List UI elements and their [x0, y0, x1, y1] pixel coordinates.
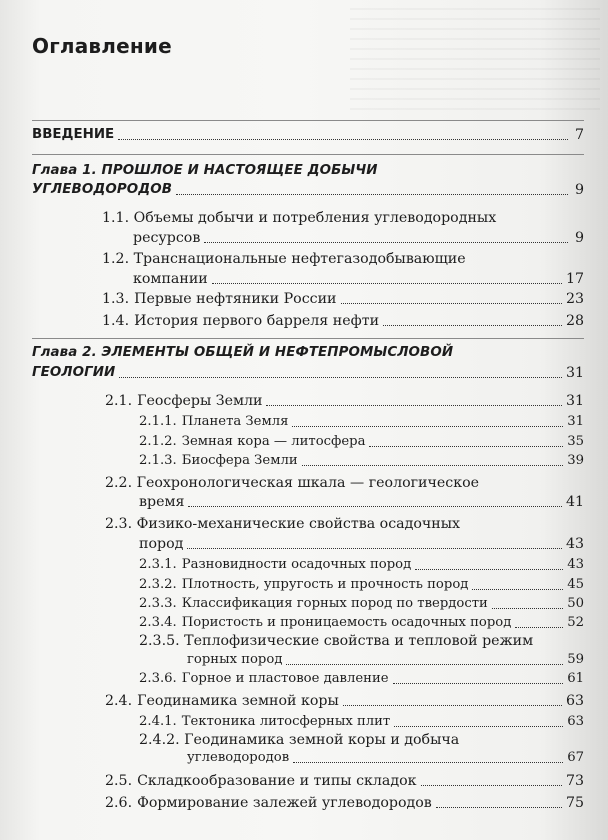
page-number: 31: [565, 393, 584, 409]
leader-dots: [204, 242, 568, 243]
page-number: 9: [574, 182, 584, 198]
leader-dots: [415, 569, 563, 570]
toc-entry-2-2-cont[interactable]: [139, 493, 584, 511]
page-number: 52: [567, 615, 584, 630]
toc-entry-2-1[interactable]: [105, 392, 584, 410]
entry-title: Теплофизические свойства и тепловой режим: [184, 633, 534, 649]
entry-number: 2.3.6.: [139, 671, 177, 686]
toc-entry-2-5[interactable]: [105, 772, 584, 790]
entry-title: Объемы добычи и потребления углеводородных: [133, 210, 497, 226]
leader-dots: [119, 377, 562, 378]
toc-entry-2-4-1[interactable]: [139, 713, 584, 731]
leader-dots: [302, 465, 564, 466]
page-number: 28: [565, 313, 584, 329]
page-number: 45: [567, 577, 584, 592]
page-number: 43: [565, 536, 584, 552]
toc-entry-2-1-2[interactable]: [139, 433, 584, 451]
toc-entry-2-4[interactable]: [105, 692, 584, 710]
leader-dots: [118, 139, 568, 140]
leader-dots: [421, 785, 562, 786]
entry-title: Тектоника литосферных плит: [181, 714, 391, 729]
entry-number: 2.4.2.: [139, 732, 180, 748]
entry-title: ГЕОЛОГИИ: [32, 365, 116, 380]
entry-number: 2.3.1.: [139, 557, 177, 572]
toc-entry-2-3[interactable]: [105, 515, 460, 533]
entry-number: 2.3.3.: [139, 596, 177, 611]
page-number: 31: [567, 414, 584, 429]
leader-dots: [341, 303, 562, 304]
entry-title: Разновидности осадочных пород: [181, 557, 412, 572]
leader-dots: [176, 194, 568, 195]
toc-entry-2-3-cont[interactable]: [139, 535, 584, 553]
toc-entry-2-4-2[interactable]: [139, 731, 459, 749]
entry-title: УГЛЕВОДОРОДОВ: [32, 182, 173, 197]
toc-entry-2-3-2[interactable]: [139, 576, 584, 594]
entry-number: 2.1.1.: [139, 414, 177, 429]
entry-title: Формирование залежей углеводородов: [137, 795, 432, 811]
entry-number: 2.4.1.: [139, 714, 177, 729]
entry-title: Геодинамика земной коры и добыча: [184, 732, 460, 748]
toc-entry-2-1-1[interactable]: [139, 413, 584, 431]
entry-number: 1.3.: [102, 291, 130, 307]
entry-title: компании: [133, 271, 208, 287]
entry-title: пород: [139, 536, 184, 552]
toc-entry-1-3[interactable]: [102, 290, 584, 308]
toc-entry-2-1-3[interactable]: [139, 452, 584, 470]
toc-entry-1-1[interactable]: [102, 209, 496, 227]
toc-entry-2-2[interactable]: [105, 474, 479, 492]
page-number: 50: [567, 596, 584, 611]
entry-number: 2.3.4.: [139, 615, 177, 630]
leader-dots: [393, 683, 564, 684]
toc-entry-1-2[interactable]: [102, 250, 466, 268]
entry-number: 2.4.: [105, 693, 133, 709]
entry-title: Планета Земля: [181, 414, 289, 429]
page-number: 43: [567, 557, 584, 572]
toc-entry-chapter-2[interactable]: [32, 364, 584, 382]
toc-entry-1-4[interactable]: [102, 312, 584, 330]
entry-number: 2.6.: [105, 795, 133, 811]
toc-entry-2-6[interactable]: [105, 794, 584, 812]
page-number: 59: [567, 652, 584, 667]
toc-heading: Оглавление: [32, 34, 172, 58]
page-number: 31: [565, 365, 584, 381]
toc-entry-chapter-1[interactable]: [32, 181, 584, 199]
entry-title: Геосферы Земли: [137, 393, 263, 409]
entry-number: 2.3.5.: [139, 633, 180, 649]
entry-title: Первые нефтяники России: [134, 291, 337, 307]
toc-entry-1-2-cont[interactable]: [133, 270, 584, 288]
page-number: 17: [565, 271, 584, 287]
page-number: 7: [574, 127, 584, 143]
entry-number: 1.2.: [102, 251, 130, 267]
page-number: 63: [565, 693, 584, 709]
toc-entry-2-3-4[interactable]: [139, 614, 584, 632]
entry-title: время: [139, 494, 185, 510]
leader-dots: [472, 589, 563, 590]
page-number: 9: [574, 230, 584, 246]
section-divider: [32, 338, 584, 339]
leader-dots: [188, 506, 561, 507]
toc-entry-2-3-5[interactable]: [139, 632, 533, 650]
entry-title: ВВЕДЕНИЕ: [32, 127, 115, 142]
entry-number: 2.3.: [105, 516, 133, 532]
chapter-1-title[interactable]: Глава 1. ПРОШЛОЕ И НАСТОЯЩЕЕ ДОБЫЧИ: [32, 163, 378, 178]
entry-title: Биосфера Земли: [181, 453, 298, 468]
page-number: 67: [567, 750, 584, 765]
toc-entry-1-1-cont[interactable]: [133, 229, 584, 247]
entry-title: История первого барреля нефти: [134, 313, 380, 329]
leader-dots: [394, 726, 563, 727]
leader-dots: [212, 283, 562, 284]
leader-dots: [515, 627, 563, 628]
page-number: 23: [565, 291, 584, 307]
toc-entry-2-3-6[interactable]: [139, 670, 584, 688]
page-number: 39: [567, 453, 584, 468]
leader-dots: [383, 325, 562, 326]
entry-title: Плотность, упругость и прочность пород: [181, 577, 469, 592]
entry-title: Геохронологическая шкала — геологическое: [136, 475, 480, 491]
section-divider: [32, 120, 584, 121]
page-number: 35: [567, 434, 584, 449]
entry-title: углеводородов: [187, 750, 290, 765]
show-through-text: [350, 0, 600, 110]
leader-dots: [187, 548, 562, 549]
entry-title: Геодинамика земной коры: [137, 693, 339, 709]
leader-dots: [492, 608, 563, 609]
entry-number: 2.2.: [105, 475, 133, 491]
entry-number: 2.3.2.: [139, 577, 177, 592]
leader-dots: [293, 762, 563, 763]
entry-number: 2.5.: [105, 773, 133, 789]
entry-number: 2.1.: [105, 393, 133, 409]
leader-dots: [369, 446, 563, 447]
entry-title: Земная кора — литосфера: [181, 434, 366, 449]
leader-dots: [266, 405, 561, 406]
toc-entry-2-3-5-cont[interactable]: [187, 651, 584, 669]
leader-dots: [343, 705, 562, 706]
page-number: 61: [567, 671, 584, 686]
entry-title: Пористость и проницаемость осадочных пород: [181, 615, 512, 630]
leader-dots: [292, 426, 563, 427]
toc-entry-2-3-1[interactable]: [139, 556, 584, 574]
toc-entry-2-3-3[interactable]: [139, 595, 584, 613]
page-number: 73: [565, 773, 584, 789]
entry-number: 2.1.3.: [139, 453, 177, 468]
entry-title: ресурсов: [133, 230, 201, 246]
toc-entry-intro[interactable]: [32, 126, 584, 144]
entry-title: Физико-механические свойства осадочных: [136, 516, 461, 532]
page-number: 75: [565, 795, 584, 811]
toc-entry-2-4-2-cont[interactable]: [187, 749, 584, 767]
entry-title: Горное и пластовое давление: [181, 671, 389, 686]
leader-dots: [286, 664, 563, 665]
entry-title: Транснациональные нефтегазодобывающие: [133, 251, 466, 267]
entry-title: горных пород: [187, 652, 283, 667]
entry-title: Классификация горных пород по твердости: [181, 596, 488, 611]
page-number: 63: [567, 714, 584, 729]
section-divider: [32, 154, 584, 155]
entry-number: 1.1.: [102, 210, 130, 226]
entry-title: Складкообразование и типы складок: [137, 773, 417, 789]
chapter-2-title[interactable]: Глава 2. ЭЛЕМЕНТЫ ОБЩЕЙ И НЕФТЕПРОМЫСЛОВОЙ: [32, 345, 454, 360]
leader-dots: [436, 807, 562, 808]
entry-number: 2.1.2.: [139, 434, 177, 449]
page-number: 41: [565, 494, 584, 510]
entry-number: 1.4.: [102, 313, 130, 329]
